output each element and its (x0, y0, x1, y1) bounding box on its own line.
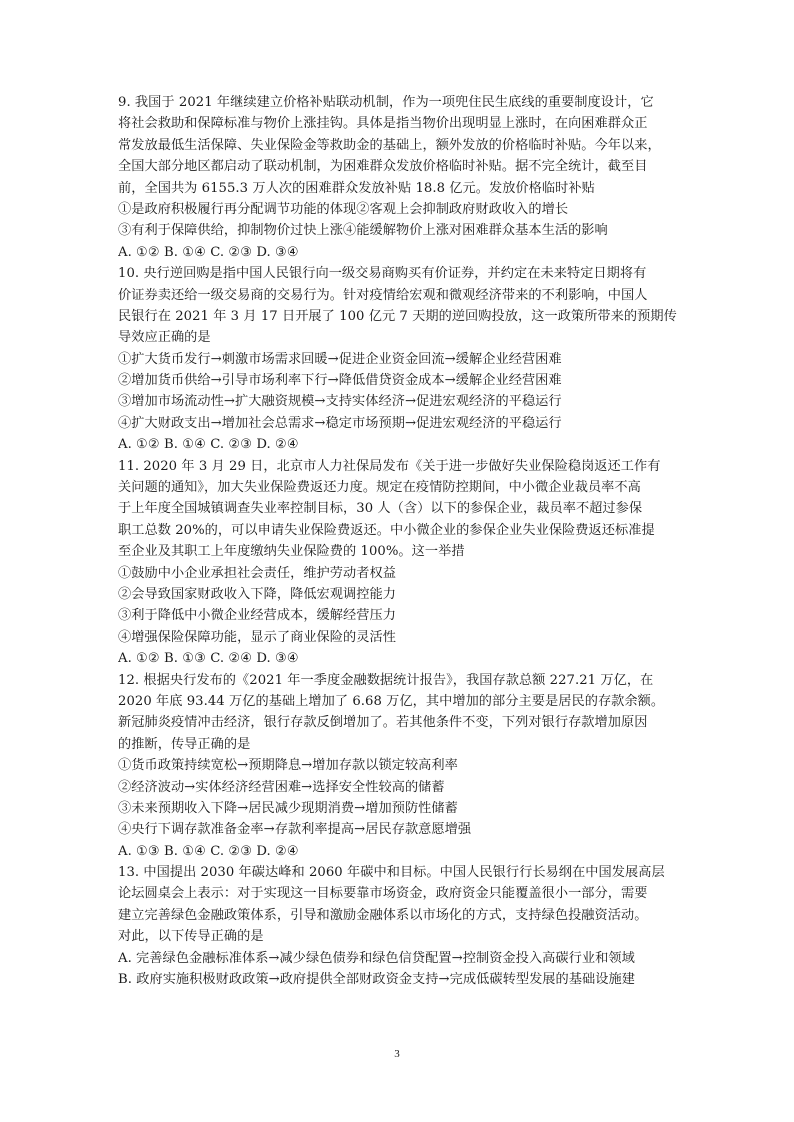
question-11 (118, 456, 678, 670)
question-line: 常发放最低生活保障、失业保险金等救助金的基础上，额外发放的价格临时补贴。今年以来， (118, 137, 661, 153)
question-line: 的推断，传导正确的是 (118, 736, 251, 752)
answer-choices: A. ①② B. ①④ C. ②③ D. ②④ (118, 437, 299, 453)
question-line: 民银行在 2021 年 3 月 17 日开展了 100 亿元 7 天期的逆回购投放，这一政策所带来的预期传 (118, 308, 677, 324)
option-statement: ①扩大货币发行→刺激市场需求回暖→促进企业资金回流→缓解企业经营困难 (118, 351, 562, 367)
option-statement: B. 政府实施积极财政政策→政府提供全部财政资金支持→完成低碳转型发展的基础设施建 (118, 972, 635, 988)
option-statement: ①货币政策持续宽松→预期降息→增加存款以锁定较高利率 (118, 758, 458, 774)
question-line: 2020 年底 93.44 万亿的基础上增加了 6.68 万亿，其中增加的部分主要是居民的存款余额。 (118, 693, 665, 709)
option-statement: ②经济波动→实体经济经营困难→选择安全性较高的储蓄 (118, 779, 445, 795)
option-statement: A. 完善绿色金融标准体系→减少绿色债券和绿色信贷配置→控制资金投入高碳行业和领域 (118, 950, 635, 966)
question-13 (118, 862, 678, 990)
question-line: 论坛圆桌会上表示：对于实现这一目标要靠市场资金，政府资金只能覆盖很小一部分，需要 (118, 886, 648, 902)
question-line: 全国大部分地区都启动了联动机制，为困难群众发放价格临时补贴。据不完全统计，截至目 (118, 159, 648, 175)
option-statement: ④央行下调存款准备金率→存款利率提高→居民存款意愿增强 (118, 822, 472, 838)
question-line: 建立完善绿色金融政策体系，引导和激励金融体系以市场化的方式，支持绿色投融资活动。 (118, 907, 648, 923)
option-statement: ③增加市场流动性→扩大融资规模→支持实体经济→促进宏观经济的平稳运行 (118, 394, 562, 410)
option-statement: ③未来预期收入下降→居民减少现期消费→增加预防性储蓄 (118, 800, 458, 816)
question-line: 12. 根据央行发布的《2021 年一季度金融数据统计报告》，我国存款总额 227.21 万亿，在 (118, 672, 654, 688)
question-line: 将社会救助和保障标准与物价上涨挂钩。具体是指当物价出现明显上涨时，在向困难群众正 (118, 116, 648, 132)
question-line: 13. 中国提出 2030 年碳达峰和 2060 年碳中和目标。中国人民银行行长易纲在中国发展高层 (118, 865, 665, 881)
question-line: 前，全国共为 6155.3 万人次的困难群众发放补贴 18.8 亿元。发放价格临时补贴 (118, 180, 595, 196)
option-statement: ②会导致国家财政收入下降，降低宏观调控能力 (118, 586, 396, 602)
question-line: 职工总数 20%的，可以申请失业保险费返还。中小微企业的参保企业失业保险费返还标准提 (118, 522, 655, 538)
question-line: 关问题的通知》，加大失业保险费返还力度。规定在疫情防控期间，中小微企业裁员率不高 (118, 480, 641, 496)
answer-choices: A. ①③ B. ①④ C. ②③ D. ②④ (118, 843, 299, 859)
question-line: 对此，以下传导正确的是 (118, 929, 264, 945)
question-9 (118, 92, 678, 263)
answer-choices: A. ①② B. ①③ C. ②④ D. ③④ (118, 651, 299, 667)
question-line: 新冠肺炎疫情冲击经济，银行存款反倒增加了。若其他条件不变，下列对银行存款增加原因 (118, 715, 648, 731)
question-line: 于上年度全国城镇调查失业率控制目标，30 人（含）以下的参保企业，裁员率不超过参保 (118, 501, 643, 517)
option-statement: ④增强保险保障功能，显示了商业保险的灵活性 (118, 629, 396, 645)
page-number: 3 (394, 1048, 400, 1060)
option-statement: ①是政府积极履行再分配调节功能的体现②客观上会抑制政府财政收入的增长 (118, 201, 569, 217)
question-10 (118, 263, 678, 456)
question-line: 10. 央行逆回购是指中国人民银行向一级交易商购买有价证券，并约定在未来特定日期将有 (118, 266, 647, 282)
question-line: 价证券卖还给一级交易商的交易行为。针对疫情给宏观和微观经济带来的不利影响，中国人 (118, 287, 648, 303)
question-line: 导效应正确的是 (118, 330, 211, 346)
question-line: 11. 2020 年 3 月 29 日，北京市人力社保局发布《关于进一步做好失业保险稳岗返还工作有 (118, 458, 661, 474)
answer-choices: A. ①② B. ①④ C. ②③ D. ③④ (118, 244, 299, 260)
option-statement: ①鼓励中小企业承担社会责任，维护劳动者权益 (118, 565, 396, 581)
question-12 (118, 670, 678, 863)
option-statement: ②增加货币供给→引导市场利率下行→降低借贷资金成本→缓解企业经营困难 (118, 373, 562, 389)
option-statement: ③有利于保障供给，抑制物价过快上涨④能缓解物价上涨对困难群众基本生活的影响 (118, 223, 608, 239)
question-line: 9. 我国于 2021 年继续建立价格补贴联动机制，作为一项兜住民生底线的重要制度设计，它 (118, 95, 654, 110)
option-statement: ④扩大财政支出→增加社会总需求→稳定市场预期→促进宏观经济的平稳运行 (118, 415, 562, 431)
document-page (118, 92, 678, 990)
question-line: 至企业及其职工上年度缴纳失业保险费的 100%。这一举措 (118, 544, 465, 560)
option-statement: ③利于降低中小微企业经营成本，缓解经营压力 (118, 608, 396, 624)
